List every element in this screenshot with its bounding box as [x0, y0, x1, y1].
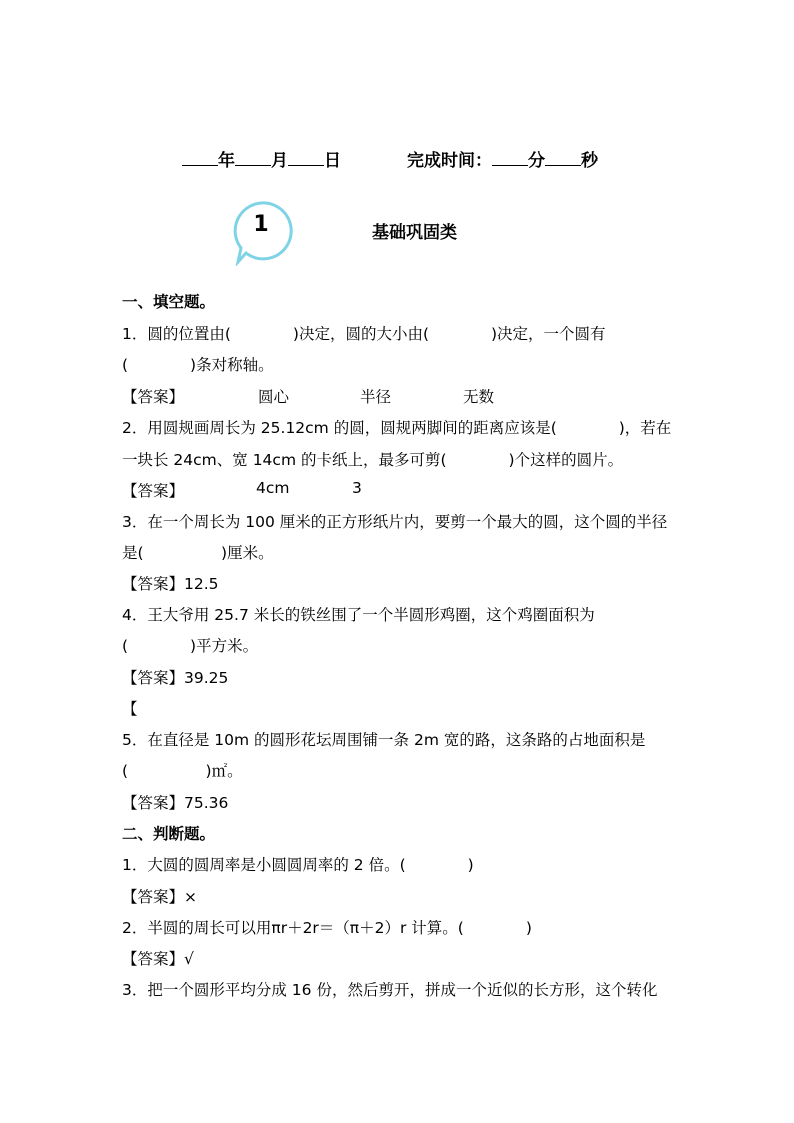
year-label: 年 — [218, 151, 235, 171]
date-header — [182, 146, 341, 171]
question-3-line-1: 3．在一个周长为 100 厘米的正方形纸片内，要剪一个最大的圆，这个圆的半径 — [122, 513, 668, 531]
judge-section-title: 二、判断题。 — [122, 825, 216, 843]
section-number: 1 — [253, 212, 269, 237]
day-label: 日 — [324, 151, 341, 171]
answer-1-value-2: 半径 — [360, 388, 392, 406]
question-5-line-2: ( )㎡。 — [122, 762, 243, 780]
answer-5: 【答案】75.36 — [122, 794, 229, 812]
answer-3: 【答案】12.5 — [122, 575, 219, 593]
second-blank[interactable] — [545, 147, 581, 166]
answer-1-label: 【答案】 — [122, 388, 185, 406]
time-header — [407, 146, 598, 171]
month-label: 月 — [271, 151, 288, 171]
time-label: 完成时间： — [407, 151, 492, 171]
judge-answer-1: 【答案】× — [122, 888, 197, 906]
minute-blank[interactable] — [492, 147, 528, 166]
stray-bracket: 【 — [122, 700, 138, 718]
question-5-line-1: 5．在直径是 10m 的圆形花坛周围铺一条 2m 宽的路，这条路的占地面积是 — [122, 731, 646, 749]
answer-2-value-2: 3 — [352, 479, 362, 497]
second-label: 秒 — [581, 151, 598, 171]
question-1-line-1: 1．圆的位置由( )决定，圆的大小由( )决定，一个圆有 — [122, 325, 606, 343]
question-4-line-2: ( )平方米。 — [122, 637, 259, 655]
month-blank[interactable] — [235, 147, 271, 166]
judge-question-1: 1．大圆的圆周率是小圆圆周率的 2 倍。( ) — [122, 856, 474, 874]
question-2-line-1: 2．用圆规画周长为 25.12cm 的圆，圆规两脚间的距离应该是( )，若在 — [122, 419, 672, 437]
answer-2-value-1: 4cm — [256, 479, 290, 497]
judge-question-2: 2．半圆的周长可以用πr＋2r＝（π＋2）r 计算。( ) — [122, 919, 532, 937]
year-blank[interactable] — [182, 147, 218, 166]
question-4-line-1: 4．王大爷用 25.7 米长的铁丝围了一个半圆形鸡圈，这个鸡圈面积为 — [122, 606, 595, 624]
question-2-line-2: 一块长 24cm、宽 14cm 的卡纸上，最多可剪( )个这样的圆片。 — [122, 451, 624, 469]
answer-2-label: 【答案】 — [122, 482, 185, 500]
question-1-line-2: ( )条对称轴。 — [122, 356, 274, 374]
judge-answer-2: 【答案】√ — [122, 950, 194, 968]
answer-4: 【答案】39.25 — [122, 669, 229, 687]
answer-1-value-3: 无数 — [463, 388, 495, 406]
question-3-line-2: 是( )厘米。 — [122, 544, 274, 562]
section-title: 基础巩固类 — [372, 223, 457, 243]
fill-section-title: 一、填空题。 — [122, 293, 216, 311]
minute-label: 分 — [528, 151, 545, 171]
answer-1-value-1: 圆心 — [258, 388, 290, 406]
day-blank[interactable] — [288, 147, 324, 166]
judge-question-3: 3．把一个圆形平均分成 16 份，然后剪开，拼成一个近似的长方形，这个转化 — [122, 981, 658, 999]
